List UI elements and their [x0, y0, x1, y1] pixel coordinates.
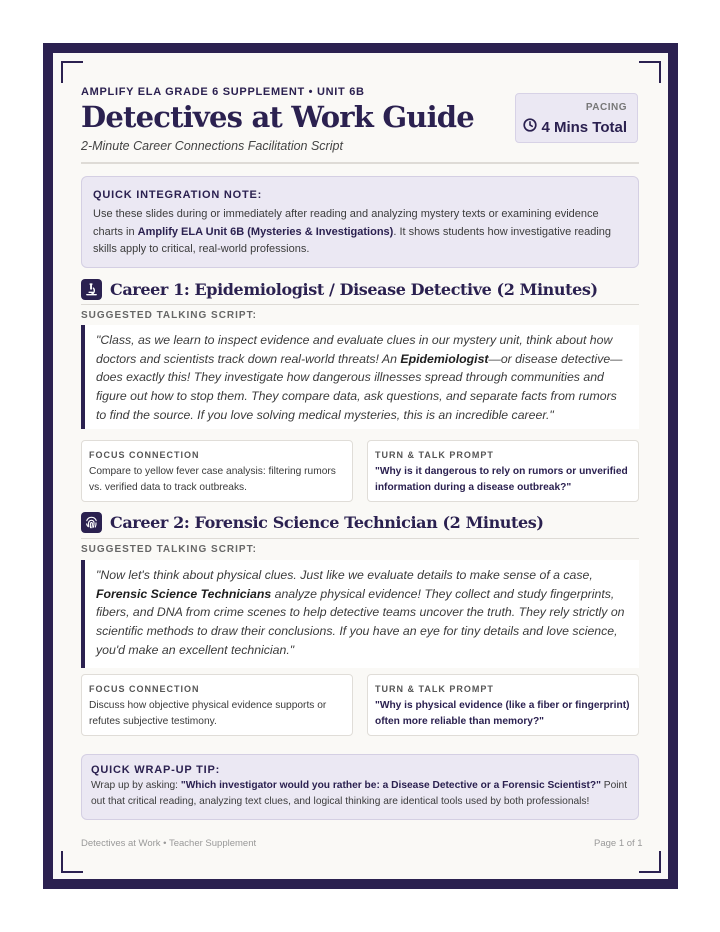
pacing-value — [523, 118, 627, 136]
corner-mark — [61, 61, 83, 83]
page-subtitle: 2-Minute Career Connections Facilitation Script — [81, 139, 343, 153]
turn-label: TURN & TALK PROMPT — [375, 684, 494, 694]
wrap-up-title: QUICK WRAP-UP TIP: — [91, 764, 221, 776]
wrap-up-body — [91, 778, 629, 810]
career-2-heading — [81, 512, 544, 533]
note-text: . It shows students how investigative reading skills apply to critical, real-world professions. — [93, 225, 612, 255]
pacing-box — [515, 93, 638, 143]
career-2-script — [81, 560, 639, 668]
focus-label: FOCUS CONNECTION — [89, 684, 200, 694]
career-2-turn-card — [367, 674, 639, 736]
wrap-up-tip — [81, 754, 639, 820]
turn-text: "Why is physical evidence (like a fiber or fingerprint) often more reliable than memory?" — [375, 700, 630, 727]
career-2-focus-card — [81, 674, 353, 736]
script-text-bold: Forensic Science Technicians — [96, 586, 272, 601]
focus-text: Compare to yellow fever case analysis: filtering rumors vs. verified data to track outbreaks. — [89, 466, 336, 493]
career-1-turn-card — [367, 440, 639, 502]
microscope-icon — [81, 279, 102, 300]
wrap-text: Point out that critical reading, analyzing text clues, and logical thinking are identical tools used by both professionals! — [91, 780, 628, 807]
career-2-title: Career 2: Forensic Science Technician (2 Minutes) — [110, 513, 544, 532]
corner-mark — [61, 851, 83, 873]
page-number: Page 1 of 1 — [594, 838, 643, 849]
script-text: "Class, as we learn to inspect evidence and evaluate clues in our mystery unit, think about how doctors and scientists track down real-world threats! An — [96, 333, 613, 366]
header-divider — [81, 162, 639, 164]
focus-text: Discuss how objective physical evidence supports or refutes subjective testimony. — [89, 700, 327, 727]
corner-mark — [639, 851, 661, 873]
corner-mark — [639, 61, 661, 83]
integration-note-body — [93, 206, 627, 259]
note-text-bold: Amplify ELA Unit 6B (Mysteries & Investigations) — [137, 225, 394, 238]
note-text: Use these slides during or immediately after reading and analyzing mystery texts or examining evidence charts in — [93, 208, 599, 238]
career-1-divider — [81, 304, 639, 305]
pacing-label: PACING — [585, 102, 627, 113]
career-1-heading — [81, 279, 598, 300]
script-text: analyze physical evidence! They collect and study fingerprints, fibers, and DNA from crime scenes to help detective teams uncover the truth. They rely strictly on scientific methods to draw their conclusions. If you have an eye for tiny details and love science, you'd make an excellent technician." — [96, 586, 625, 657]
career-1-script — [81, 325, 639, 429]
turn-label: TURN & TALK PROMPT — [375, 450, 494, 460]
script-text-bold: Epidemiologist — [400, 351, 489, 366]
wrap-text: Wrap up by asking: — [91, 780, 181, 791]
script-text: "Now let's think about physical clues. Just like we evaluate details to make sense of a case, — [96, 568, 593, 582]
focus-label: FOCUS CONNECTION — [89, 450, 200, 460]
pacing-value-text: 4 Mins Total — [541, 118, 627, 136]
integration-note — [81, 176, 639, 268]
career-1-title: Career 1: Epidemiologist / Disease Detective (2 Minutes) — [110, 280, 598, 299]
script-text: —or disease detective—does exactly this! They investigate how dangerous illnesses spread through communities and figure out how to stop them. They compare data, ask questions, and separate facts from rumors to find the source. If you love solving medical mysteries, this is an incredible career." — [96, 351, 623, 422]
turn-text: "Why is it dangerous to rely on rumors or unverified information during a disease outbreak?" — [375, 466, 628, 493]
footer-left: Detectives at Work • Teacher Supplement — [81, 838, 257, 849]
integration-note-title: QUICK INTEGRATION NOTE: — [93, 189, 263, 201]
career-2-divider — [81, 538, 639, 539]
career-1-focus-card — [81, 440, 353, 502]
clock-icon — [523, 118, 537, 136]
page-title: Detectives at Work Guide — [81, 100, 474, 134]
eyebrow-text: AMPLIFY ELA GRADE 6 SUPPLEMENT • UNIT 6B — [81, 86, 365, 98]
career-1-script-label: SUGGESTED TALKING SCRIPT: — [81, 310, 257, 321]
fingerprint-icon — [81, 512, 102, 533]
career-2-script-label: SUGGESTED TALKING SCRIPT: — [81, 544, 257, 555]
wrap-text-bold: "Which investigator would you rather be: a Disease Detective or a Forensic Scientist?" — [180, 780, 601, 791]
